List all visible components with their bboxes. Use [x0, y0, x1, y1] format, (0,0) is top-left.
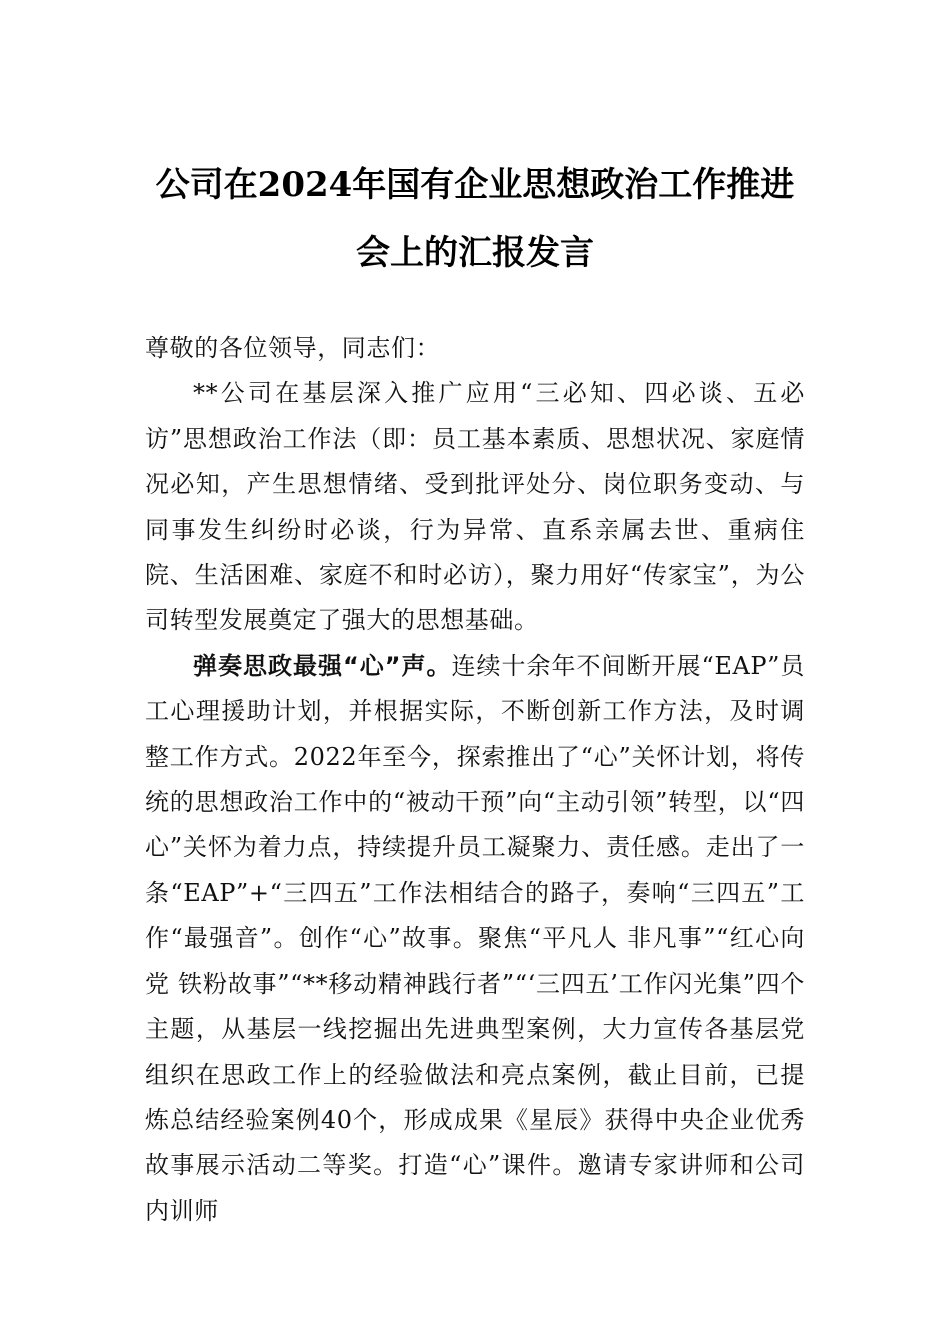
paragraph-1-text: **公司在基层深入推广应用“三必知、四必谈、五必访”思想政治工作法（即：员工基本素质、思想状况、家庭情况必知，产生思想情绪、受到批评处分、岗位职务变动、与同事发生纠纷时必谈，行为异常、直系亲属去世、重病住院、生活困难、家庭不和时必访），聚力用好“传家宝”，为公司转型发展奠定了强大的思想基础。 [145, 379, 805, 635]
paragraph-2-text: 连续十余年不间断开展“EAP”员工心理援助计划，并根据实际，不断创新工作方法，及时调整工作方式。2022年至今，探索推出了“心”关怀计划，将传统的思想政治工作中的“被动干预”向“主动引领”转型，以“四心”关怀为着力点，持续提升员工凝聚力、责任感。走出了一条“EAP”+“三四五”工作法相结合的路子，奏响“三四五”工作“最强音”。创作“心”故事。聚焦“平凡人 非凡事”“红心向党 铁粉故事”“**移动精神践行者”“‘三四五’工作闪光集”四个主题，从基层一线挖掘出先进典型案例，大力宣传各基层党组织在思政工作上的经验做法和亮点案例，截止目前，已提炼总结经验案例40个，形成成果《星辰》获得中央企业优秀故事展示活动二等奖。打造“心”课件。邀请专家讲师和公司内训师 [145, 651, 805, 1225]
salutation: 尊敬的各位领导，同志们： [145, 334, 441, 362]
paragraph-2 [145, 644, 805, 1234]
paragraph-1 [145, 371, 805, 643]
document-title-line-1: 公司在2024年国有企业思想政治工作推进 [155, 165, 795, 205]
paragraph-2-lead: 弹奏思政最强“心”声。 [193, 651, 452, 680]
document-title-line-2: 会上的汇报发言 [356, 233, 594, 273]
document-body [145, 326, 805, 1234]
